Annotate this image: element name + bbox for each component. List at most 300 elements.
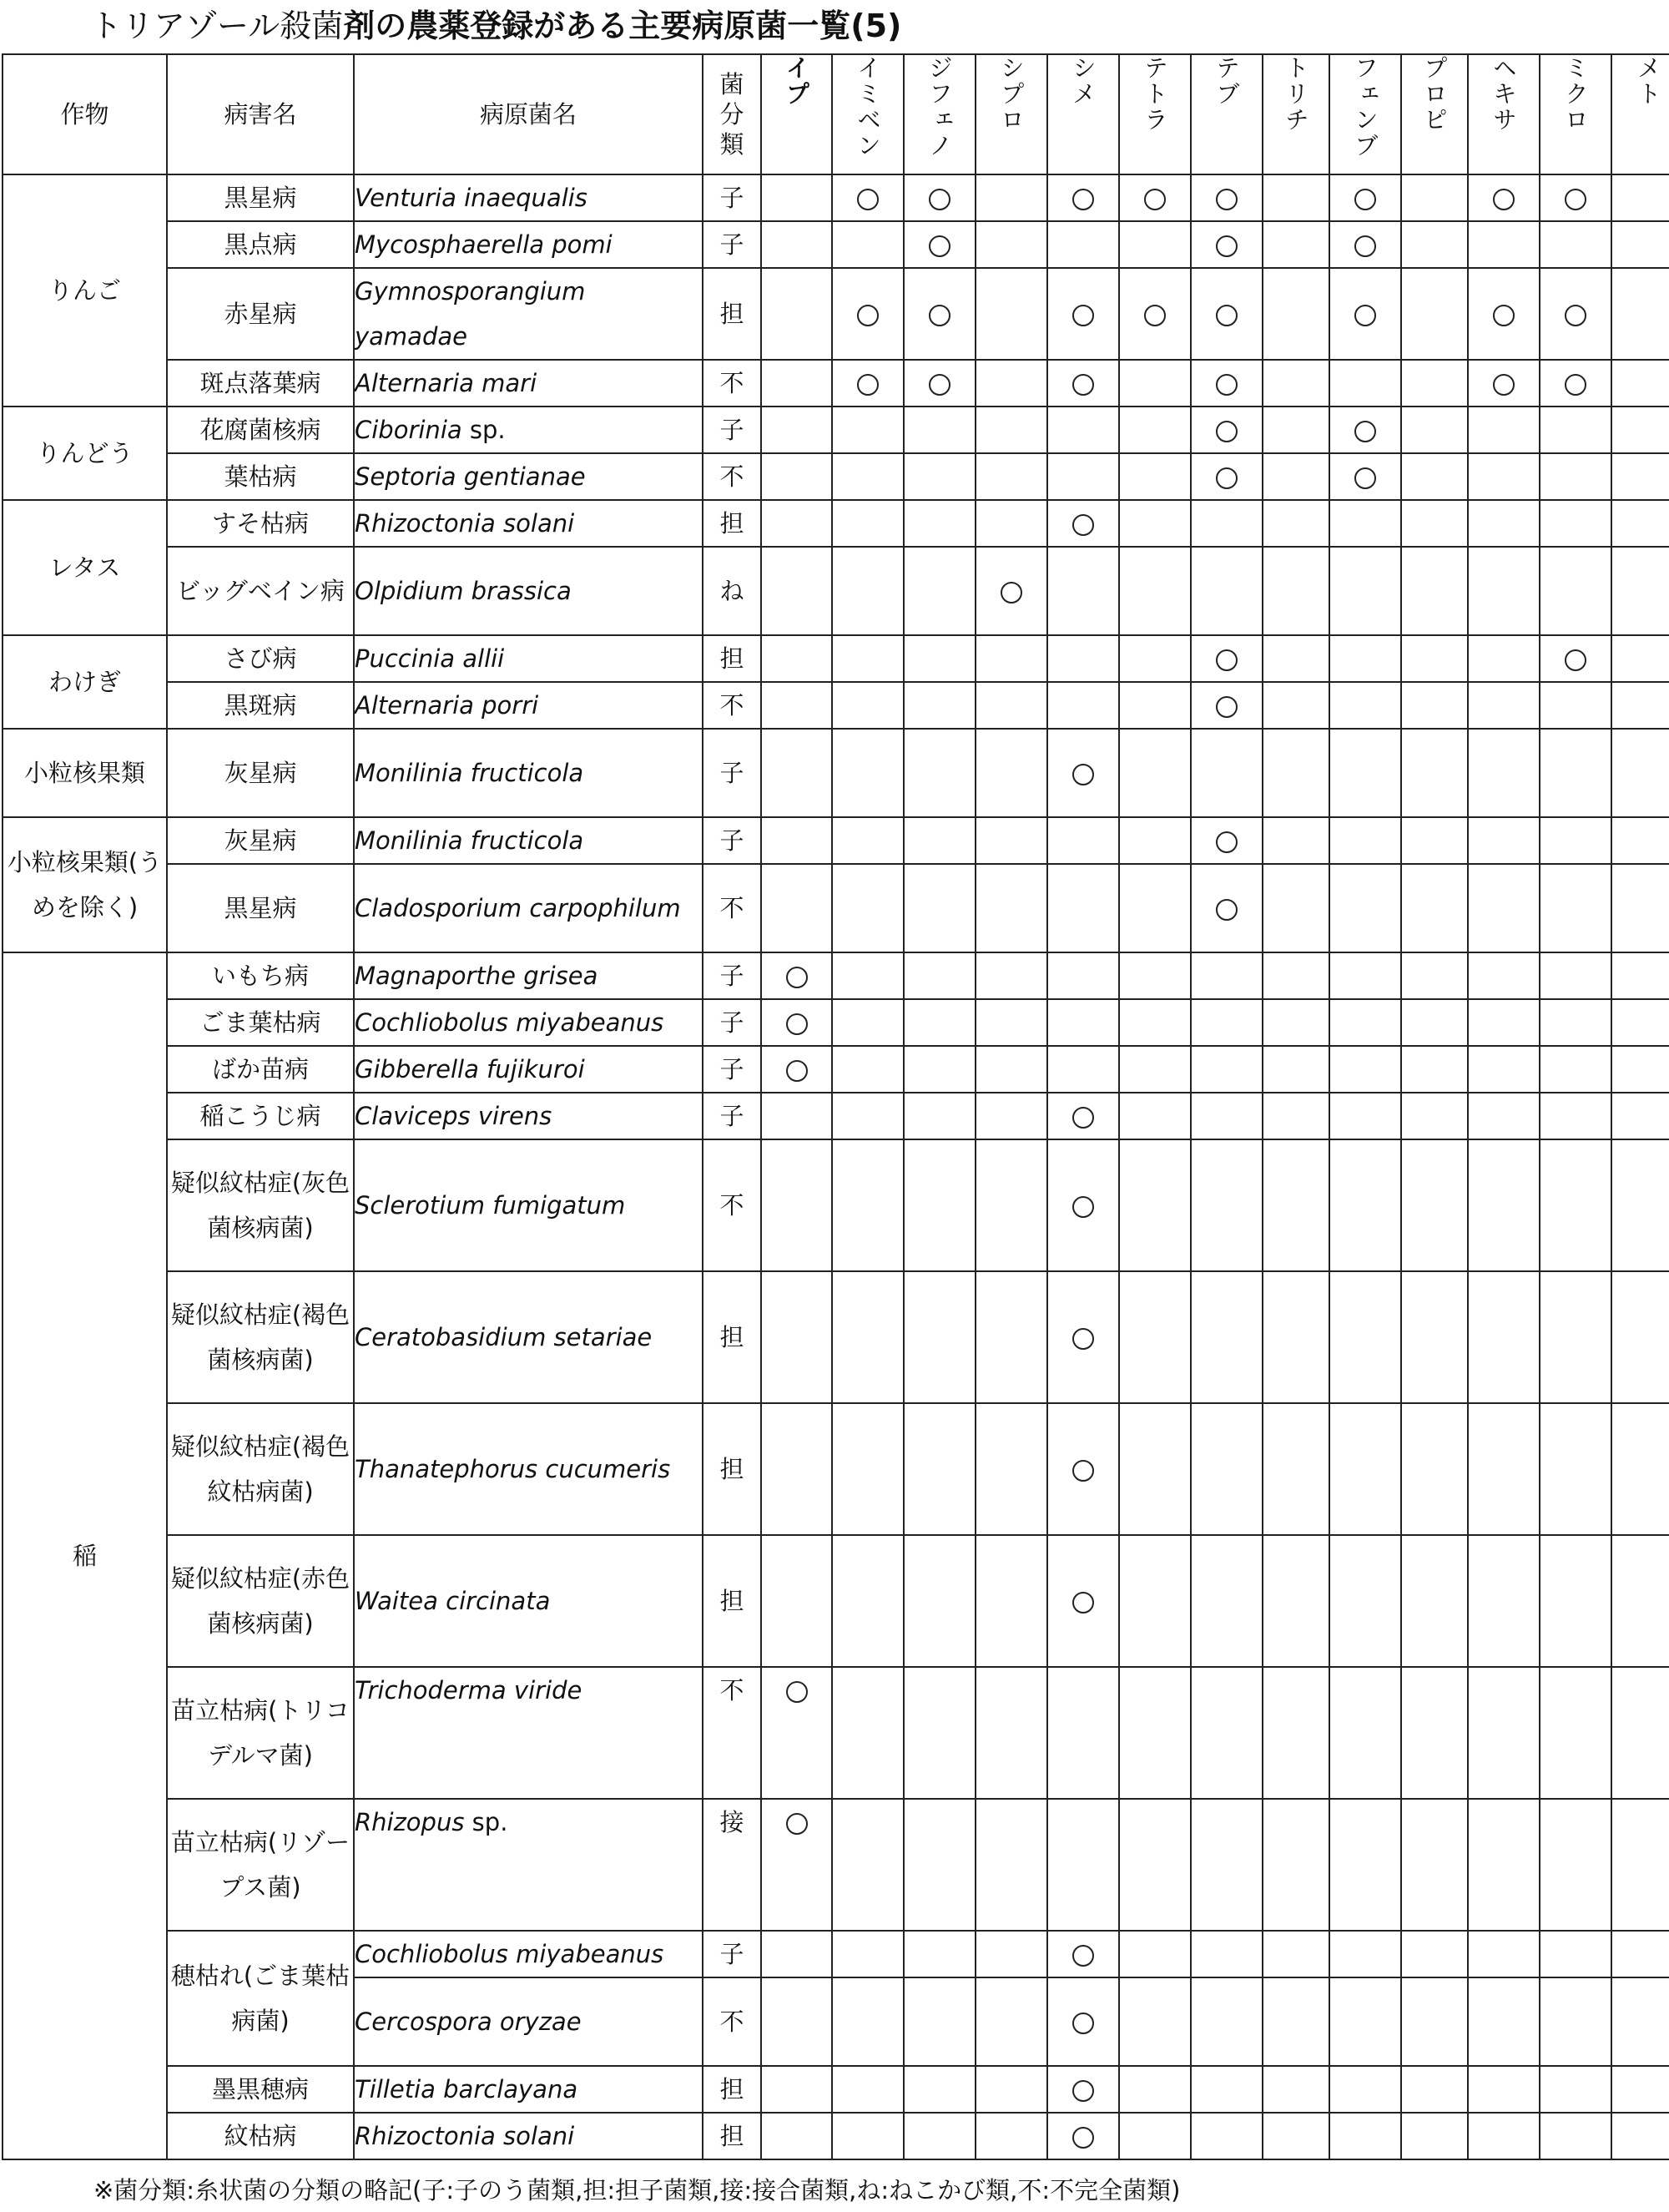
registration-cell [1468, 221, 1540, 268]
registration-cell [1263, 2113, 1329, 2159]
registration-cell [1540, 864, 1611, 952]
table-row [3, 268, 1669, 360]
registration-cell [1191, 1093, 1263, 1139]
registration-cell [1047, 635, 1119, 682]
registration-cell [1263, 1093, 1329, 1139]
registration-cell [761, 221, 832, 268]
registration-cell [1540, 221, 1611, 268]
header-fungicide-label: テブ [1213, 55, 1241, 107]
classification-cell: 子 [703, 1931, 761, 1977]
registered-mark-icon [1354, 189, 1376, 210]
registration-cell [1611, 500, 1669, 547]
registration-cell [904, 729, 976, 817]
registration-cell [1611, 635, 1669, 682]
registration-cell [1540, 453, 1611, 500]
header-fungicide [976, 54, 1047, 174]
header-fungicide [832, 54, 904, 174]
registration-cell [1191, 729, 1263, 817]
registration-cell [1611, 1046, 1669, 1093]
registration-cell [904, 635, 976, 682]
registration-cell [1540, 952, 1611, 999]
registration-cell [976, 682, 1047, 729]
disease-cell: 疑似紋枯症(灰色菌核病菌) [167, 1139, 354, 1271]
pathogen-cell [354, 817, 703, 864]
table-row [3, 729, 1669, 817]
registration-cell [1401, 864, 1468, 952]
registered-mark-icon [929, 305, 950, 326]
registration-cell [1468, 817, 1540, 864]
registration-cell [1119, 1093, 1191, 1139]
registration-cell [976, 729, 1047, 817]
table-row [3, 407, 1669, 453]
page-title [90, 3, 901, 48]
registered-mark-icon [1216, 831, 1238, 853]
registration-cell [761, 1667, 832, 1799]
pathogen-cell [354, 1403, 703, 1535]
registration-cell [1119, 360, 1191, 407]
disease-cell: 黒星病 [167, 864, 354, 952]
classification-cell: 不 [703, 682, 761, 729]
registered-mark-icon [1072, 1945, 1094, 1967]
registration-cell [1468, 407, 1540, 453]
registration-cell [904, 952, 976, 999]
pathogen-suffix: sp. [461, 416, 506, 444]
registration-cell [832, 500, 904, 547]
registration-cell [1191, 1139, 1263, 1271]
table-row [3, 1931, 1669, 1977]
registered-mark-icon [1001, 582, 1022, 604]
registration-cell [1263, 1403, 1329, 1535]
registration-cell [1611, 1977, 1669, 2066]
registration-cell [1191, 682, 1263, 729]
registration-cell [1263, 174, 1329, 221]
registration-cell [1468, 635, 1540, 682]
classification-cell: 子 [703, 999, 761, 1046]
classification-cell: 不 [703, 360, 761, 407]
registration-cell [1468, 2113, 1540, 2159]
registration-cell [976, 1139, 1047, 1271]
registration-cell [1611, 2066, 1669, 2113]
registration-cell [761, 817, 832, 864]
registration-cell [1047, 1931, 1119, 1977]
registration-cell [1119, 1799, 1191, 1931]
registration-cell [761, 1931, 832, 1977]
crop-cell: わけぎ [3, 635, 167, 729]
registration-cell [1401, 1139, 1468, 1271]
header-fungicide-label: ヘキサ [1490, 55, 1518, 133]
registration-cell [1329, 864, 1401, 952]
header-fungicide-label: ミクロ [1561, 55, 1590, 133]
header-classification [703, 54, 761, 174]
registration-cell [1119, 221, 1191, 268]
pathogen-name: Trichoderma viride [355, 1676, 582, 1704]
registration-cell [976, 864, 1047, 952]
pathogen-cell [354, 1667, 703, 1799]
registration-cell [761, 635, 832, 682]
header-fungicide-label: シメ [1069, 55, 1097, 107]
pathogen-cell [354, 1799, 703, 1931]
table-row [3, 635, 1669, 682]
registration-cell [1191, 1931, 1263, 1977]
registration-cell [976, 268, 1047, 360]
pathogen-cell [354, 2113, 703, 2159]
registration-cell [1468, 1093, 1540, 1139]
registration-cell [1191, 268, 1263, 360]
pathogen-name: Waitea circinata [355, 1587, 551, 1615]
table-row [3, 1403, 1669, 1535]
classification-cell: 担 [703, 268, 761, 360]
registered-mark-icon [1216, 899, 1238, 921]
registration-cell [976, 1093, 1047, 1139]
registration-cell [904, 547, 976, 635]
disease-cell: ばか苗病 [167, 1046, 354, 1093]
pathogen-name: Rhizoctonia solani [355, 509, 575, 538]
registration-cell [1119, 174, 1191, 221]
registered-mark-icon [857, 305, 879, 326]
pathogen-name: Puccinia allii [355, 644, 505, 673]
registration-cell [1401, 1403, 1468, 1535]
registration-cell [976, 1403, 1047, 1535]
pathogen-name: Olpidium brassica [355, 577, 572, 605]
registration-cell [976, 221, 1047, 268]
registered-mark-icon [1216, 421, 1238, 442]
registration-cell [832, 1799, 904, 1931]
registration-cell [1401, 2066, 1468, 2113]
registration-cell [904, 221, 976, 268]
header-fungicide [1401, 54, 1468, 174]
registration-cell [832, 682, 904, 729]
table-row [3, 1799, 1669, 1931]
registration-cell [1263, 1046, 1329, 1093]
registration-cell [1191, 360, 1263, 407]
classification-cell: 子 [703, 407, 761, 453]
table-row [3, 547, 1669, 635]
registration-cell [1611, 817, 1669, 864]
registration-cell [1263, 817, 1329, 864]
registration-cell [1263, 1977, 1329, 2066]
pathogen-cell [354, 174, 703, 221]
registration-cell [976, 500, 1047, 547]
registration-cell [832, 635, 904, 682]
registration-cell [1047, 1271, 1119, 1403]
registration-cell [1329, 407, 1401, 453]
registration-cell [1119, 268, 1191, 360]
registered-mark-icon [857, 374, 879, 396]
registration-cell [1540, 729, 1611, 817]
registration-cell [1329, 1799, 1401, 1931]
pathogen-cell [354, 1093, 703, 1139]
pathogen-cell [354, 268, 703, 360]
disease-cell: ビッグベイン病 [167, 547, 354, 635]
registration-cell [976, 1977, 1047, 2066]
registration-cell [1119, 1139, 1191, 1271]
registration-cell [904, 999, 976, 1046]
registration-cell [1329, 1977, 1401, 2066]
registration-cell [976, 1046, 1047, 1093]
registration-cell [1468, 952, 1540, 999]
registration-cell [1540, 2113, 1611, 2159]
registration-cell [904, 1535, 976, 1667]
registration-cell [1540, 1093, 1611, 1139]
classification-cell: ね [703, 547, 761, 635]
registration-cell [761, 2113, 832, 2159]
registration-cell [1191, 547, 1263, 635]
registration-cell [1119, 1535, 1191, 1667]
registration-cell [904, 1093, 976, 1139]
registration-cell [1611, 729, 1669, 817]
registration-cell [832, 1977, 904, 2066]
pathogen-name: Monilinia fructicola [355, 759, 584, 787]
disease-cell: 苗立枯病(リゾープス菌) [167, 1799, 354, 1931]
registration-cell [904, 817, 976, 864]
registration-cell [1401, 635, 1468, 682]
registration-cell [1191, 817, 1263, 864]
registration-cell [1263, 729, 1329, 817]
registration-cell [1047, 952, 1119, 999]
registration-cell [761, 453, 832, 500]
registration-cell [1263, 1931, 1329, 1977]
registration-cell [1540, 1403, 1611, 1535]
registration-cell [1329, 360, 1401, 407]
registration-cell [1468, 1931, 1540, 1977]
registered-mark-icon [1354, 467, 1376, 489]
registration-cell [1401, 1093, 1468, 1139]
registered-mark-icon [1072, 1107, 1094, 1129]
crop-cell: 小粒核果類(うめを除く) [3, 817, 167, 952]
registration-cell [1047, 453, 1119, 500]
registration-cell [1468, 268, 1540, 360]
pathogen-cell [354, 1271, 703, 1403]
registration-cell [904, 864, 976, 952]
registered-mark-icon [1072, 764, 1094, 785]
registration-cell [1540, 1535, 1611, 1667]
table-row [3, 999, 1669, 1046]
registration-cell [1119, 729, 1191, 817]
registration-cell [832, 407, 904, 453]
registration-cell [976, 360, 1047, 407]
registration-cell [1611, 682, 1669, 729]
registration-cell [832, 221, 904, 268]
registration-cell [1119, 635, 1191, 682]
pathogen-name: Alternaria porri [355, 691, 539, 720]
registration-cell [1119, 500, 1191, 547]
classification-cell: 担 [703, 635, 761, 682]
registered-mark-icon [1493, 189, 1515, 210]
pathogen-name: Gibberella fujikuroi [355, 1055, 585, 1083]
registration-cell [761, 1977, 832, 2066]
registration-cell [1611, 2113, 1669, 2159]
registration-cell [761, 1093, 832, 1139]
registration-cell [1329, 817, 1401, 864]
pathogen-cell [354, 682, 703, 729]
registration-cell [1540, 635, 1611, 682]
disease-cell: 灰星病 [167, 729, 354, 817]
registration-cell [832, 1093, 904, 1139]
pathogen-name: Thanatephorus cucumeris [355, 1455, 671, 1483]
registered-mark-icon [929, 189, 950, 210]
registration-cell [1611, 407, 1669, 453]
registration-cell [904, 1403, 976, 1535]
registration-cell [1119, 407, 1191, 453]
registration-cell [1401, 221, 1468, 268]
registration-cell [832, 453, 904, 500]
disease-cell: 疑似紋枯症(赤色菌核病菌) [167, 1535, 354, 1667]
registration-cell [1329, 1403, 1401, 1535]
registration-cell [761, 682, 832, 729]
header-fungicide [1119, 54, 1191, 174]
registration-cell [1119, 1977, 1191, 2066]
pathogen-cell [354, 1535, 703, 1667]
registration-cell [1611, 1931, 1669, 1977]
header-fungicide [1047, 54, 1119, 174]
registration-cell [976, 547, 1047, 635]
pathogen-cell [354, 221, 703, 268]
pathogen-name: Cochliobolus miyabeanus [355, 1008, 664, 1037]
classification-cell: 子 [703, 1046, 761, 1093]
registered-mark-icon [1493, 374, 1515, 396]
registration-cell [1191, 999, 1263, 1046]
registration-cell [1611, 1667, 1669, 1799]
pathogen-name: Mycosphaerella pomi [355, 230, 613, 259]
registration-cell [1329, 1271, 1401, 1403]
registration-cell [832, 1535, 904, 1667]
registration-cell [1468, 864, 1540, 952]
registration-cell [1191, 221, 1263, 268]
registration-cell [1329, 999, 1401, 1046]
registration-cell [1468, 2066, 1540, 2113]
registration-cell [1329, 1093, 1401, 1139]
registration-cell [1047, 547, 1119, 635]
registration-cell [1468, 1535, 1540, 1667]
header-fungicide-label: シプロ [997, 55, 1026, 133]
registration-cell [1047, 1093, 1119, 1139]
registered-mark-icon [1565, 305, 1586, 326]
registered-mark-icon [1565, 649, 1586, 671]
registration-cell [832, 1403, 904, 1535]
table-row [3, 682, 1669, 729]
registration-cell [1468, 1046, 1540, 1093]
registration-cell [832, 729, 904, 817]
disease-cell: 稲こうじ病 [167, 1093, 354, 1139]
registration-cell [904, 1271, 976, 1403]
header-fungicide [761, 54, 832, 174]
registration-cell [904, 500, 976, 547]
registration-cell [761, 1535, 832, 1667]
registration-cell [1263, 360, 1329, 407]
registration-cell [1263, 1139, 1329, 1271]
registration-cell [1119, 1931, 1191, 1977]
registration-cell [1540, 360, 1611, 407]
classification-cell: 担 [703, 1271, 761, 1403]
table-row [3, 453, 1669, 500]
registration-cell [1540, 1931, 1611, 1977]
registration-cell [761, 999, 832, 1046]
registration-cell [1540, 174, 1611, 221]
registration-cell [1468, 1139, 1540, 1271]
registered-mark-icon [1216, 374, 1238, 396]
registration-cell [1263, 268, 1329, 360]
registration-cell [904, 407, 976, 453]
pathogen-cell [354, 999, 703, 1046]
disease-cell: 斑点落葉病 [167, 360, 354, 407]
registration-cell [1611, 864, 1669, 952]
pathogen-name: Venturia inaequalis [355, 184, 587, 212]
registration-cell [1263, 500, 1329, 547]
registration-cell [832, 999, 904, 1046]
pathogen-cell [354, 729, 703, 817]
pathogen-cell [354, 1977, 703, 2066]
header-row [3, 54, 1669, 174]
registration-cell [761, 174, 832, 221]
registered-mark-icon [929, 235, 950, 257]
classification-cell: 担 [703, 500, 761, 547]
registered-mark-icon [1072, 374, 1094, 396]
registration-cell [1191, 2066, 1263, 2113]
registered-mark-icon [1216, 649, 1238, 671]
table-row [3, 952, 1669, 999]
disease-cell: 黒星病 [167, 174, 354, 221]
registration-cell [1263, 453, 1329, 500]
pathogen-cell [354, 1931, 703, 1977]
registration-cell [1191, 952, 1263, 999]
registration-cell [1119, 453, 1191, 500]
pathogen-name: Magnaporthe grisea [355, 962, 598, 990]
table-row [3, 1271, 1669, 1403]
pathogen-name: Alternaria mari [355, 369, 537, 397]
registration-cell [1540, 2066, 1611, 2113]
classification-cell: 接 [703, 1799, 761, 1931]
registration-cell [1611, 1535, 1669, 1667]
registration-cell [1047, 817, 1119, 864]
disease-cell: すそ枯病 [167, 500, 354, 547]
disease-cell: 紋枯病 [167, 2113, 354, 2159]
pathogen-table [2, 53, 1669, 2160]
pathogen-name: Sclerotium fumigatum [355, 1191, 626, 1220]
registration-cell [1401, 817, 1468, 864]
registration-cell [1540, 1667, 1611, 1799]
classification-cell: 不 [703, 864, 761, 952]
registered-mark-icon [1072, 2127, 1094, 2149]
registration-cell [1191, 1977, 1263, 2066]
registered-mark-icon [1216, 235, 1238, 257]
registered-mark-icon [786, 967, 808, 988]
registration-cell [1191, 500, 1263, 547]
registration-cell [1540, 1799, 1611, 1931]
disease-cell: ごま葉枯病 [167, 999, 354, 1046]
registration-cell [832, 864, 904, 952]
registration-cell [1329, 682, 1401, 729]
disease-cell: 墨黒穂病 [167, 2066, 354, 2113]
registration-cell [1191, 1403, 1263, 1535]
registration-cell [1401, 360, 1468, 407]
pathogen-name: Septoria gentianae [355, 462, 586, 491]
registration-cell [1329, 500, 1401, 547]
registration-cell [1401, 453, 1468, 500]
pathogen-cell [354, 1139, 703, 1271]
registration-cell [1329, 1046, 1401, 1093]
table-row [3, 1535, 1669, 1667]
registration-cell [1468, 500, 1540, 547]
registration-cell [1119, 999, 1191, 1046]
pathogen-name: Monilinia fructicola [355, 826, 584, 855]
registration-cell [832, 1046, 904, 1093]
registration-cell [1611, 268, 1669, 360]
registration-cell [1047, 682, 1119, 729]
registration-cell [1329, 547, 1401, 635]
registration-cell [761, 1271, 832, 1403]
registration-cell [1468, 999, 1540, 1046]
registration-cell [1468, 1667, 1540, 1799]
